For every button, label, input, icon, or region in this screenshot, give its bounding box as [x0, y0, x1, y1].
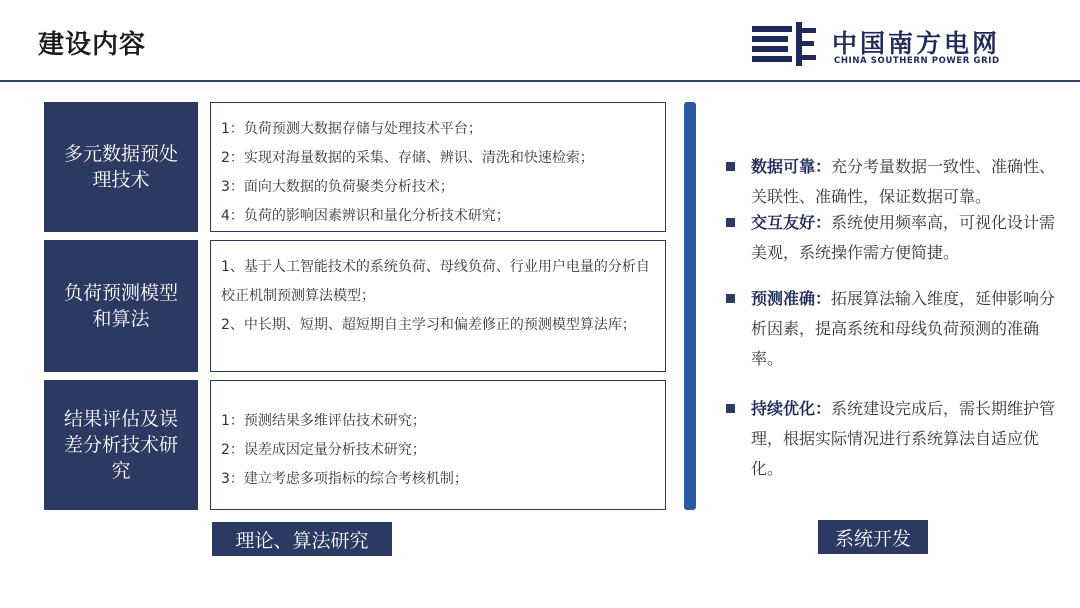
content-line: 1：负荷预测大数据存储与处理技术平台； [221, 121, 482, 137]
feature-forecast-accuracy [726, 284, 1062, 374]
row-label-text: 多元数据预处理技术 [63, 143, 178, 191]
row-label-text: 结果评估及误差分析技术研究 [63, 408, 178, 482]
company-logo [752, 18, 1042, 72]
feature-key: 持续优化： [751, 399, 832, 418]
row-label-text: 负荷预测模型和算法 [63, 282, 178, 330]
content-line: 1、基于人工智能技术的系统负荷、母线负荷、行业用户电量的分析自校正机制预测算法模型； [221, 259, 650, 304]
content-line: 2：实现对海量数据的采集、存储、辨识、清洗和快速检索； [221, 150, 594, 166]
row-label-data-preprocessing [44, 102, 198, 232]
feature-key: 数据可靠： [751, 157, 832, 176]
row-label-forecast-model [44, 240, 198, 372]
row-label-result-evaluation [44, 380, 198, 510]
vertical-divider-bar [684, 102, 696, 510]
content-line: 4：负荷的影响因素辨识和量化分析技术研究； [221, 208, 510, 224]
system-development-label: 系统开发 [818, 520, 928, 554]
page-title: 建设内容 [38, 30, 147, 60]
content-line: 3：建立考虑多项指标的综合考核机制； [221, 471, 468, 487]
logo-chinese-name: 中国南方电网 [832, 29, 1001, 58]
feature-text: 拓展算法输入维度，延伸影响分析因素，提高系统和母线负荷预测的准确率。 [751, 289, 1056, 368]
feature-key: 交互友好： [751, 213, 832, 232]
theory-algorithm-label: 理论、算法研究 [212, 522, 392, 556]
feature-key: 预测准确： [751, 289, 832, 308]
square-bullet-icon [726, 162, 735, 171]
content-line: 3：面向大数据的负荷聚类分析技术； [221, 179, 454, 195]
header-divider [0, 80, 1080, 82]
row-content-forecast-model [210, 240, 666, 372]
power-grid-logo-icon [752, 22, 818, 66]
content-line: 2：误差成因定量分析技术研究； [221, 442, 426, 458]
feature-continuous-optimization [726, 394, 1062, 484]
logo-english-name: CHINA SOUTHERN POWER GRID [834, 56, 1000, 66]
content-line: 1：预测结果多维评估技术研究； [221, 413, 426, 429]
feature-text: 系统建设完成后，需长期维护管理，根据实际情况进行系统算法自适应优化。 [751, 399, 1056, 478]
feature-text: 充分考量数据一致性、准确性、关联性、准确性，保证数据可靠。 [751, 157, 1056, 206]
square-bullet-icon [726, 404, 735, 413]
square-bullet-icon [726, 218, 735, 227]
row-content-data-preprocessing [210, 102, 666, 232]
feature-data-reliability [726, 152, 1062, 212]
feature-interaction-friendly [726, 208, 1062, 268]
content-line: 2、中长期、短期、超短期自主学习和偏差修正的预测模型算法库； [221, 317, 636, 333]
square-bullet-icon [726, 294, 735, 303]
row-content-result-evaluation [210, 380, 666, 510]
feature-text: 系统使用频率高，可视化设计需美观，系统操作需方便简捷。 [751, 213, 1056, 262]
